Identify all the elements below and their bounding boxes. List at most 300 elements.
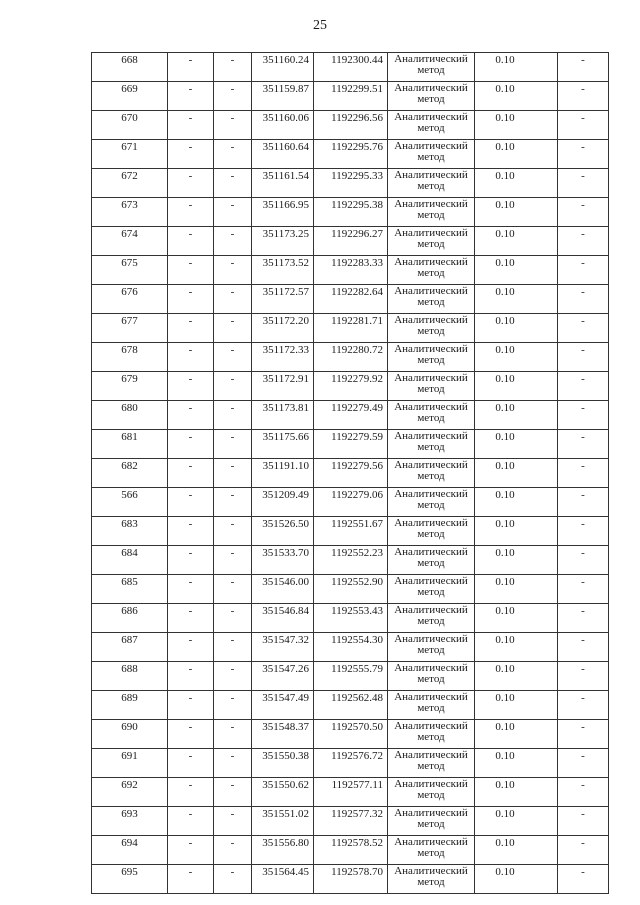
empty-value-cell: - [168, 546, 214, 575]
empty-value-cell: - [214, 140, 252, 169]
y-coordinate-cell: 1192295.33 [314, 169, 388, 198]
method-line-2: метод [417, 876, 445, 888]
empty-value-cell: - [558, 488, 609, 517]
method-line-1: Аналитический [394, 749, 468, 761]
table-row [92, 517, 609, 546]
accuracy-cell: 0.10 [475, 749, 558, 778]
point-number-cell: 671 [92, 140, 168, 169]
empty-value-cell: - [168, 82, 214, 111]
x-coordinate-cell: 351172.91 [252, 372, 314, 401]
empty-value-cell: - [558, 401, 609, 430]
empty-value-cell: - [168, 372, 214, 401]
table-row [92, 546, 609, 575]
table-row [92, 227, 609, 256]
empty-value-cell: - [558, 807, 609, 836]
point-number-cell: 675 [92, 256, 168, 285]
method-cell [388, 169, 475, 198]
point-number-cell: 674 [92, 227, 168, 256]
empty-value-cell: - [558, 111, 609, 140]
method-line-2: метод [417, 238, 445, 250]
x-coordinate-cell: 351160.24 [252, 53, 314, 82]
method-cell [388, 662, 475, 691]
method-cell [388, 633, 475, 662]
x-coordinate-cell: 351551.02 [252, 807, 314, 836]
y-coordinate-cell: 1192279.49 [314, 401, 388, 430]
y-coordinate-cell: 1192300.44 [314, 53, 388, 82]
x-coordinate-cell: 351548.37 [252, 720, 314, 749]
empty-value-cell: - [214, 53, 252, 82]
method-line-2: метод [417, 586, 445, 598]
empty-value-cell: - [214, 691, 252, 720]
y-coordinate-cell: 1192281.71 [314, 314, 388, 343]
method-line-1: Аналитический [394, 546, 468, 558]
empty-value-cell: - [168, 343, 214, 372]
method-line-1: Аналитический [394, 53, 468, 65]
method-cell [388, 807, 475, 836]
x-coordinate-cell: 351564.45 [252, 865, 314, 894]
y-coordinate-cell: 1192282.64 [314, 285, 388, 314]
y-coordinate-cell: 1192553.43 [314, 604, 388, 633]
method-line-2: метод [417, 470, 445, 482]
y-coordinate-cell: 1192295.76 [314, 140, 388, 169]
empty-value-cell: - [214, 401, 252, 430]
x-coordinate-cell: 351173.52 [252, 256, 314, 285]
point-number-cell: 677 [92, 314, 168, 343]
point-number-cell: 695 [92, 865, 168, 894]
point-number-cell: 694 [92, 836, 168, 865]
empty-value-cell: - [558, 459, 609, 488]
empty-value-cell: - [214, 488, 252, 517]
x-coordinate-cell: 351172.20 [252, 314, 314, 343]
accuracy-cell: 0.10 [475, 430, 558, 459]
empty-value-cell: - [558, 169, 609, 198]
method-line-2: метод [417, 528, 445, 540]
method-line-2: метод [417, 383, 445, 395]
accuracy-cell: 0.10 [475, 662, 558, 691]
table-row [92, 778, 609, 807]
method-cell [388, 256, 475, 285]
accuracy-cell: 0.10 [475, 82, 558, 111]
method-line-2: метод [417, 615, 445, 627]
empty-value-cell: - [214, 633, 252, 662]
method-cell [388, 140, 475, 169]
empty-value-cell: - [558, 836, 609, 865]
point-number-cell: 682 [92, 459, 168, 488]
y-coordinate-cell: 1192552.90 [314, 575, 388, 604]
y-coordinate-cell: 1192279.06 [314, 488, 388, 517]
table-row [92, 140, 609, 169]
y-coordinate-cell: 1192578.52 [314, 836, 388, 865]
accuracy-cell: 0.10 [475, 53, 558, 82]
table-row [92, 459, 609, 488]
empty-value-cell: - [168, 836, 214, 865]
empty-value-cell: - [168, 749, 214, 778]
method-line-1: Аналитический [394, 691, 468, 703]
accuracy-cell: 0.10 [475, 227, 558, 256]
method-cell [388, 343, 475, 372]
empty-value-cell: - [168, 111, 214, 140]
empty-value-cell: - [168, 314, 214, 343]
method-line-2: метод [417, 644, 445, 656]
accuracy-cell: 0.10 [475, 256, 558, 285]
y-coordinate-cell: 1192551.67 [314, 517, 388, 546]
method-cell [388, 111, 475, 140]
accuracy-cell: 0.10 [475, 778, 558, 807]
method-cell [388, 836, 475, 865]
method-cell [388, 575, 475, 604]
table-row [92, 749, 609, 778]
x-coordinate-cell: 351550.62 [252, 778, 314, 807]
x-coordinate-cell: 351166.95 [252, 198, 314, 227]
empty-value-cell: - [168, 53, 214, 82]
table-row [92, 53, 609, 82]
method-cell [388, 314, 475, 343]
x-coordinate-cell: 351547.26 [252, 662, 314, 691]
method-line-1: Аналитический [394, 82, 468, 94]
accuracy-cell: 0.10 [475, 198, 558, 227]
empty-value-cell: - [558, 82, 609, 111]
empty-value-cell: - [168, 198, 214, 227]
method-line-2: метод [417, 789, 445, 801]
method-line-1: Аналитический [394, 140, 468, 152]
method-cell [388, 691, 475, 720]
x-coordinate-cell: 351209.49 [252, 488, 314, 517]
empty-value-cell: - [214, 314, 252, 343]
empty-value-cell: - [214, 343, 252, 372]
x-coordinate-cell: 351172.33 [252, 343, 314, 372]
empty-value-cell: - [558, 343, 609, 372]
y-coordinate-cell: 1192552.23 [314, 546, 388, 575]
accuracy-cell: 0.10 [475, 140, 558, 169]
y-coordinate-cell: 1192570.50 [314, 720, 388, 749]
x-coordinate-cell: 351547.32 [252, 633, 314, 662]
method-line-1: Аналитический [394, 459, 468, 471]
empty-value-cell: - [214, 836, 252, 865]
y-coordinate-cell: 1192577.32 [314, 807, 388, 836]
accuracy-cell: 0.10 [475, 169, 558, 198]
empty-value-cell: - [168, 662, 214, 691]
empty-value-cell: - [558, 575, 609, 604]
method-line-1: Аналитический [394, 314, 468, 326]
empty-value-cell: - [168, 517, 214, 546]
y-coordinate-cell: 1192554.30 [314, 633, 388, 662]
empty-value-cell: - [214, 430, 252, 459]
table-row [92, 865, 609, 894]
empty-value-cell: - [558, 720, 609, 749]
empty-value-cell: - [168, 778, 214, 807]
accuracy-cell: 0.10 [475, 633, 558, 662]
empty-value-cell: - [214, 111, 252, 140]
empty-value-cell: - [168, 227, 214, 256]
table-row [92, 662, 609, 691]
accuracy-cell: 0.10 [475, 401, 558, 430]
accuracy-cell: 0.10 [475, 314, 558, 343]
y-coordinate-cell: 1192283.33 [314, 256, 388, 285]
method-line-1: Аналитический [394, 256, 468, 268]
method-cell [388, 749, 475, 778]
table-row [92, 169, 609, 198]
table-row [92, 575, 609, 604]
y-coordinate-cell: 1192296.56 [314, 111, 388, 140]
point-number-cell: 670 [92, 111, 168, 140]
empty-value-cell: - [558, 604, 609, 633]
empty-value-cell: - [558, 778, 609, 807]
point-number-cell: 687 [92, 633, 168, 662]
empty-value-cell: - [214, 662, 252, 691]
method-line-1: Аналитический [394, 720, 468, 732]
method-line-1: Аналитический [394, 430, 468, 442]
accuracy-cell: 0.10 [475, 836, 558, 865]
x-coordinate-cell: 351550.38 [252, 749, 314, 778]
method-line-1: Аналитический [394, 372, 468, 384]
x-coordinate-cell: 351533.70 [252, 546, 314, 575]
empty-value-cell: - [558, 749, 609, 778]
point-number-cell: 686 [92, 604, 168, 633]
method-line-2: метод [417, 441, 445, 453]
method-cell [388, 865, 475, 894]
empty-value-cell: - [558, 314, 609, 343]
method-cell [388, 198, 475, 227]
method-line-1: Аналитический [394, 169, 468, 181]
y-coordinate-cell: 1192299.51 [314, 82, 388, 111]
empty-value-cell: - [214, 865, 252, 894]
method-line-2: метод [417, 93, 445, 105]
method-line-2: метод [417, 818, 445, 830]
accuracy-cell: 0.10 [475, 720, 558, 749]
method-line-1: Аналитический [394, 807, 468, 819]
table-row [92, 430, 609, 459]
method-line-2: метод [417, 499, 445, 511]
empty-value-cell: - [214, 749, 252, 778]
empty-value-cell: - [214, 227, 252, 256]
method-cell [388, 488, 475, 517]
accuracy-cell: 0.10 [475, 604, 558, 633]
point-number-cell: 673 [92, 198, 168, 227]
empty-value-cell: - [168, 604, 214, 633]
table-row [92, 343, 609, 372]
empty-value-cell: - [558, 546, 609, 575]
table-row [92, 807, 609, 836]
x-coordinate-cell: 351191.10 [252, 459, 314, 488]
method-cell [388, 459, 475, 488]
point-number-cell: 690 [92, 720, 168, 749]
point-number-cell: 672 [92, 169, 168, 198]
empty-value-cell: - [214, 807, 252, 836]
empty-value-cell: - [558, 372, 609, 401]
method-line-1: Аналитический [394, 778, 468, 790]
point-number-cell: 678 [92, 343, 168, 372]
x-coordinate-cell: 351160.64 [252, 140, 314, 169]
y-coordinate-cell: 1192576.72 [314, 749, 388, 778]
method-cell [388, 546, 475, 575]
y-coordinate-cell: 1192280.72 [314, 343, 388, 372]
method-line-2: метод [417, 354, 445, 366]
point-number-cell: 676 [92, 285, 168, 314]
method-line-2: метод [417, 180, 445, 192]
empty-value-cell: - [168, 720, 214, 749]
empty-value-cell: - [558, 865, 609, 894]
empty-value-cell: - [558, 691, 609, 720]
x-coordinate-cell: 351546.00 [252, 575, 314, 604]
empty-value-cell: - [558, 198, 609, 227]
y-coordinate-cell: 1192295.38 [314, 198, 388, 227]
empty-value-cell: - [214, 720, 252, 749]
y-coordinate-cell: 1192578.70 [314, 865, 388, 894]
y-coordinate-cell: 1192279.59 [314, 430, 388, 459]
table-row [92, 82, 609, 111]
empty-value-cell: - [214, 778, 252, 807]
method-line-1: Аналитический [394, 285, 468, 297]
method-cell [388, 227, 475, 256]
empty-value-cell: - [558, 53, 609, 82]
empty-value-cell: - [168, 807, 214, 836]
method-line-1: Аналитический [394, 111, 468, 123]
method-line-2: метод [417, 325, 445, 337]
accuracy-cell: 0.10 [475, 488, 558, 517]
method-cell [388, 372, 475, 401]
empty-value-cell: - [168, 575, 214, 604]
method-line-2: метод [417, 151, 445, 163]
x-coordinate-cell: 351160.06 [252, 111, 314, 140]
method-line-2: метод [417, 267, 445, 279]
x-coordinate-cell: 351173.81 [252, 401, 314, 430]
method-cell [388, 720, 475, 749]
accuracy-cell: 0.10 [475, 111, 558, 140]
accuracy-cell: 0.10 [475, 575, 558, 604]
method-line-2: метод [417, 673, 445, 685]
x-coordinate-cell: 351161.54 [252, 169, 314, 198]
accuracy-cell: 0.10 [475, 372, 558, 401]
empty-value-cell: - [168, 865, 214, 894]
method-line-2: метод [417, 702, 445, 714]
point-number-cell: 566 [92, 488, 168, 517]
table-row [92, 285, 609, 314]
point-number-cell: 689 [92, 691, 168, 720]
point-number-cell: 683 [92, 517, 168, 546]
method-line-2: метод [417, 847, 445, 859]
empty-value-cell: - [214, 82, 252, 111]
empty-value-cell: - [558, 430, 609, 459]
method-cell [388, 517, 475, 546]
table-row [92, 488, 609, 517]
empty-value-cell: - [214, 372, 252, 401]
point-number-cell: 688 [92, 662, 168, 691]
x-coordinate-cell: 351173.25 [252, 227, 314, 256]
point-number-cell: 669 [92, 82, 168, 111]
x-coordinate-cell: 351547.49 [252, 691, 314, 720]
method-line-2: метод [417, 760, 445, 772]
y-coordinate-cell: 1192562.48 [314, 691, 388, 720]
method-cell [388, 285, 475, 314]
table-row [92, 401, 609, 430]
empty-value-cell: - [558, 662, 609, 691]
method-line-2: метод [417, 412, 445, 424]
x-coordinate-cell: 351175.66 [252, 430, 314, 459]
accuracy-cell: 0.10 [475, 546, 558, 575]
x-coordinate-cell: 351172.57 [252, 285, 314, 314]
table-row [92, 720, 609, 749]
empty-value-cell: - [168, 169, 214, 198]
method-line-1: Аналитический [394, 227, 468, 239]
y-coordinate-cell: 1192296.27 [314, 227, 388, 256]
empty-value-cell: - [168, 691, 214, 720]
method-cell [388, 82, 475, 111]
method-line-1: Аналитический [394, 343, 468, 355]
accuracy-cell: 0.10 [475, 459, 558, 488]
empty-value-cell: - [214, 575, 252, 604]
method-line-2: метод [417, 557, 445, 569]
empty-value-cell: - [168, 633, 214, 662]
method-cell [388, 430, 475, 459]
method-line-1: Аналитический [394, 836, 468, 848]
empty-value-cell: - [168, 430, 214, 459]
empty-value-cell: - [558, 256, 609, 285]
empty-value-cell: - [214, 285, 252, 314]
method-line-1: Аналитический [394, 662, 468, 674]
method-cell [388, 53, 475, 82]
empty-value-cell: - [168, 459, 214, 488]
empty-value-cell: - [214, 198, 252, 227]
empty-value-cell: - [558, 633, 609, 662]
empty-value-cell: - [214, 169, 252, 198]
table-row [92, 604, 609, 633]
point-number-cell: 692 [92, 778, 168, 807]
y-coordinate-cell: 1192279.56 [314, 459, 388, 488]
empty-value-cell: - [558, 517, 609, 546]
page-number: 25 [313, 18, 327, 33]
method-line-1: Аналитический [394, 633, 468, 645]
method-cell [388, 604, 475, 633]
coordinates-table [91, 52, 609, 894]
method-line-1: Аналитический [394, 198, 468, 210]
accuracy-cell: 0.10 [475, 517, 558, 546]
empty-value-cell: - [168, 140, 214, 169]
point-number-cell: 679 [92, 372, 168, 401]
empty-value-cell: - [214, 256, 252, 285]
method-line-1: Аналитический [394, 488, 468, 500]
table-row [92, 256, 609, 285]
y-coordinate-cell: 1192279.92 [314, 372, 388, 401]
method-line-1: Аналитический [394, 604, 468, 616]
empty-value-cell: - [558, 227, 609, 256]
table-row [92, 198, 609, 227]
x-coordinate-cell: 351546.84 [252, 604, 314, 633]
method-line-1: Аналитический [394, 517, 468, 529]
accuracy-cell: 0.10 [475, 343, 558, 372]
method-line-1: Аналитический [394, 575, 468, 587]
empty-value-cell: - [214, 517, 252, 546]
y-coordinate-cell: 1192577.11 [314, 778, 388, 807]
point-number-cell: 680 [92, 401, 168, 430]
table-row [92, 836, 609, 865]
point-number-cell: 693 [92, 807, 168, 836]
method-line-1: Аналитический [394, 865, 468, 877]
empty-value-cell: - [214, 604, 252, 633]
accuracy-cell: 0.10 [475, 691, 558, 720]
method-line-2: метод [417, 122, 445, 134]
accuracy-cell: 0.10 [475, 865, 558, 894]
method-line-2: метод [417, 296, 445, 308]
x-coordinate-cell: 351556.80 [252, 836, 314, 865]
empty-value-cell: - [168, 256, 214, 285]
x-coordinate-cell: 351526.50 [252, 517, 314, 546]
accuracy-cell: 0.10 [475, 285, 558, 314]
table-row [92, 111, 609, 140]
table-row [92, 691, 609, 720]
accuracy-cell: 0.10 [475, 807, 558, 836]
method-line-2: метод [417, 64, 445, 76]
method-line-1: Аналитический [394, 401, 468, 413]
